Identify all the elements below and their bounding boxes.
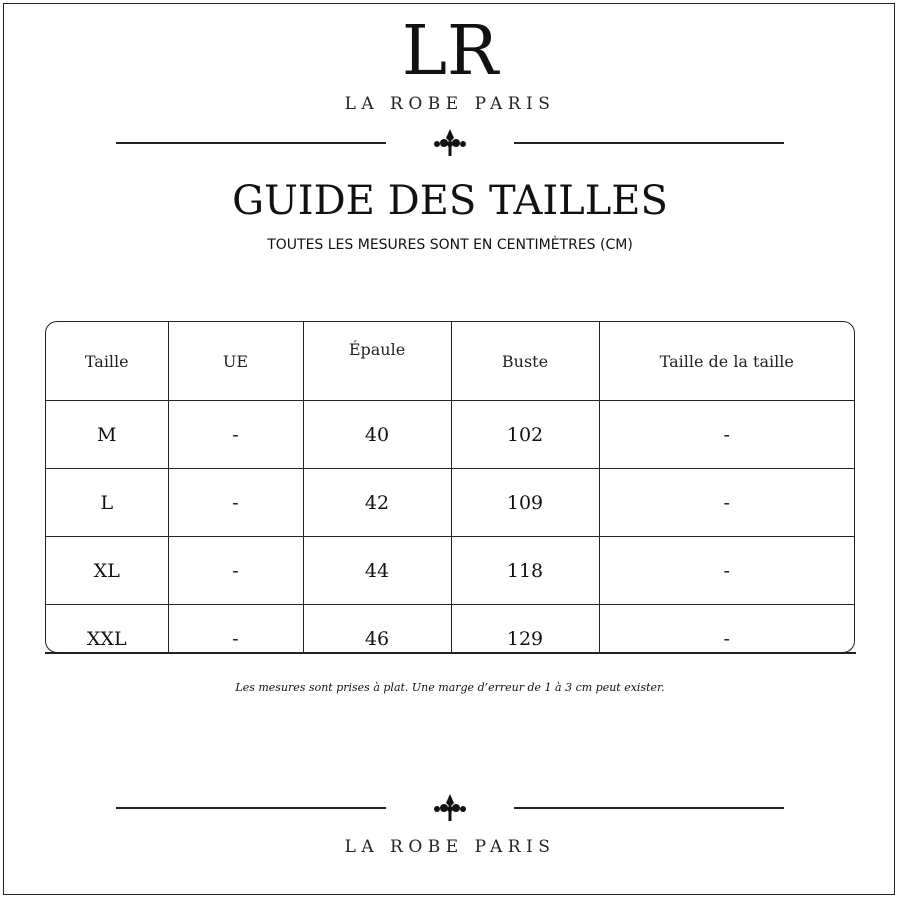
table-cell: - [168,605,303,654]
brand-name: LA ROBE PARIS [344,94,556,114]
top-divider [0,128,900,158]
table-row [46,537,854,605]
table-underline [45,652,856,654]
table-cell: 118 [451,537,599,605]
table-row [46,401,854,469]
table-header-row [46,322,854,401]
column-header-tour-de-taille: Taille de la taille [599,322,854,401]
footer-brand-name: LA ROBE PARIS [344,837,556,857]
table-cell: 40 [303,401,451,469]
table-row [46,469,854,537]
bottom-divider [0,793,900,823]
table-cell: 129 [451,605,599,654]
column-header-epaule: Épaule [303,322,451,401]
table-cell: 42 [303,469,451,537]
table-cell: XXL [46,605,168,654]
table-cell: - [168,401,303,469]
table-row [46,605,854,654]
divider-line-right [514,142,784,144]
fleur-ornament-icon [432,128,468,158]
table-cell: M [46,401,168,469]
table-cell: 109 [451,469,599,537]
table-cell: 44 [303,537,451,605]
page-subtitle: TOUTES LES MESURES SONT EN CENTIMÈTRES (CM) [267,237,633,253]
table-cell: - [599,401,854,469]
divider-line-right [514,807,784,809]
measurement-note: Les mesures sont prises à plat. Une marge d’erreur de 1 à 3 cm peut exister. [235,681,665,694]
table-cell: - [168,537,303,605]
table-cell: 46 [303,605,451,654]
divider-line-left [116,142,386,144]
table-cell: XL [46,537,168,605]
column-header-taille: Taille [46,322,168,401]
table-cell: L [46,469,168,537]
fleur-ornament-icon [432,793,468,823]
page-title: GUIDE DES TAILLES [232,178,668,224]
table-cell: - [723,627,730,650]
size-table [45,321,855,653]
brand-logo: LR [401,12,499,91]
column-header-buste: Buste [451,322,599,401]
table-cell: - [168,469,303,537]
column-header-ue: UE [168,322,303,401]
table-cell: - [599,537,854,605]
table-cell: 102 [451,401,599,469]
divider-line-left [116,807,386,809]
table-cell: - [599,469,854,537]
